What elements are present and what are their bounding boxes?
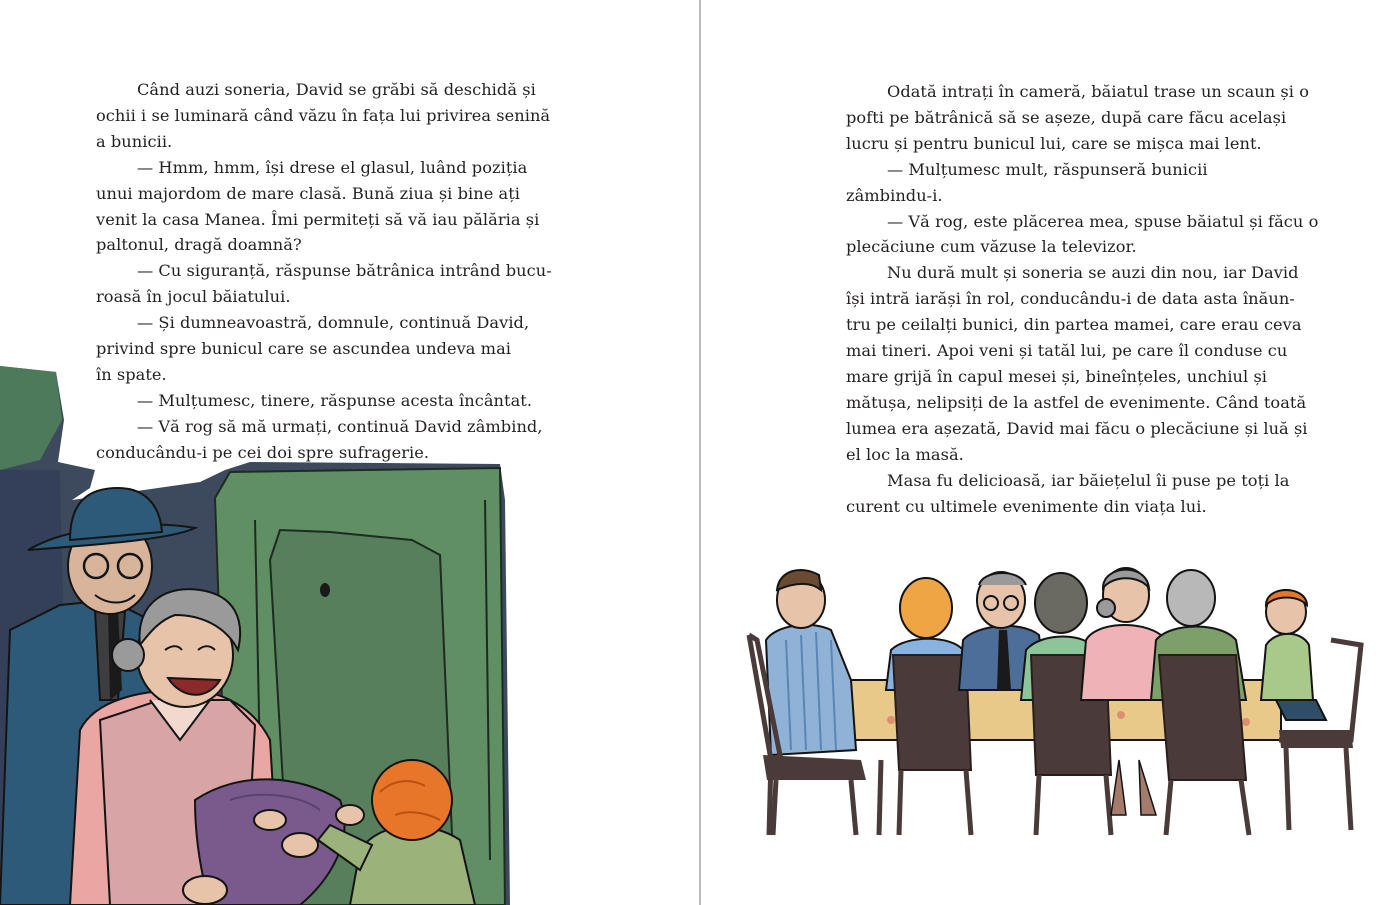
left-page-text (96, 77, 566, 466)
text-line: Nu dură mult și soneria se auzi din nou, iar David (887, 263, 1299, 283)
text-line: unui majordom de mare clasă. Bună ziua și bine ați (96, 183, 521, 203)
uncle-head (1167, 570, 1215, 626)
text-line: își intră iarăși în rol, conducându-i de data asta înăun- (846, 289, 1295, 309)
text-line: pofti pe bătrânică să se așeze, după care făcu același (846, 107, 1287, 127)
text-line: mătușa, nelipsiți de la astfel de evenimente. Când toată (846, 392, 1307, 412)
text-line: — Hmm, hmm, își drese el glasul, luând poziția (137, 157, 528, 177)
text-line: paltonul, dragă doamnă? (96, 235, 302, 255)
text-line: conducându-i pe cei doi spre sufragerie. (96, 442, 430, 462)
right-page (701, 0, 1400, 905)
text-line: — Vă rog să mă urmați, continuă David zâmbind, (137, 416, 543, 436)
mother-head (1035, 573, 1087, 633)
text-line: — Mulțumesc, tinere, răspunse acesta încântat. (137, 390, 533, 410)
boy-head (372, 760, 452, 840)
text-line: el loc la masă. (846, 444, 964, 464)
text-line: tru pe ceilalți bunici, din partea mamei, care erau ceva (846, 315, 1302, 335)
text-line: zâmbindu-i. (846, 185, 943, 205)
text-line: plecăciune cum văzuse la televizor. (846, 237, 1137, 257)
text-line: privind spre bunicul care se ascundea undeva mai (96, 339, 512, 359)
text-line: curent cu ultimele evenimente din viața lui. (846, 496, 1207, 516)
family-dinner-illustration (701, 0, 1400, 905)
aunt-head (900, 578, 952, 638)
door-keyhole (320, 583, 330, 597)
chair (893, 655, 971, 770)
text-line: Odată intrați în cameră, băiatul trase un scaun și o (887, 82, 1309, 101)
left-page (0, 0, 699, 905)
text-line: lumea era așezată, David mai făcu o plecăciune și luă și (846, 418, 1308, 438)
boy-shirt (1261, 634, 1313, 700)
text-line: Masa fu delicioasă, iar băiețelul îi puse pe toți la (887, 470, 1290, 490)
text-line: — Vă rog, este plăcerea mea, spuse băiatul și făcu o (887, 211, 1319, 231)
text-line: venit la casa Manea. Îmi permiteți să vă iau pălăria și (96, 209, 540, 229)
text-line: — Cu siguranță, răspunse bătrânica intrând bucu- (137, 261, 552, 281)
text-line: ochii i se luminară când văzu în fața lui privirea senină (96, 105, 551, 125)
text-line: — Și dumneavoastră, domnule, continuă David, (137, 313, 530, 333)
text-line: lucru și pentru bunicul lui, care se mișca mai lent. (846, 133, 1262, 153)
chair (1159, 655, 1246, 780)
text-line: roasă în jocul băiatului. (96, 287, 291, 307)
text-line: Când auzi soneria, David se grăbi să deschidă și (137, 80, 536, 99)
father-shirt (766, 625, 856, 755)
text-line: în spate. (96, 364, 167, 384)
text-line: mai tineri. Apoi veni și tatăl lui, pe care îl conduse cu (846, 341, 1288, 361)
text-line: a bunicii. (96, 131, 173, 151)
text-line: — Mulțumesc mult, răspunseră bunicii (887, 159, 1208, 179)
text-line: mare grijă în capul mesei și, bineînțeles, unchiul și (846, 366, 1268, 386)
